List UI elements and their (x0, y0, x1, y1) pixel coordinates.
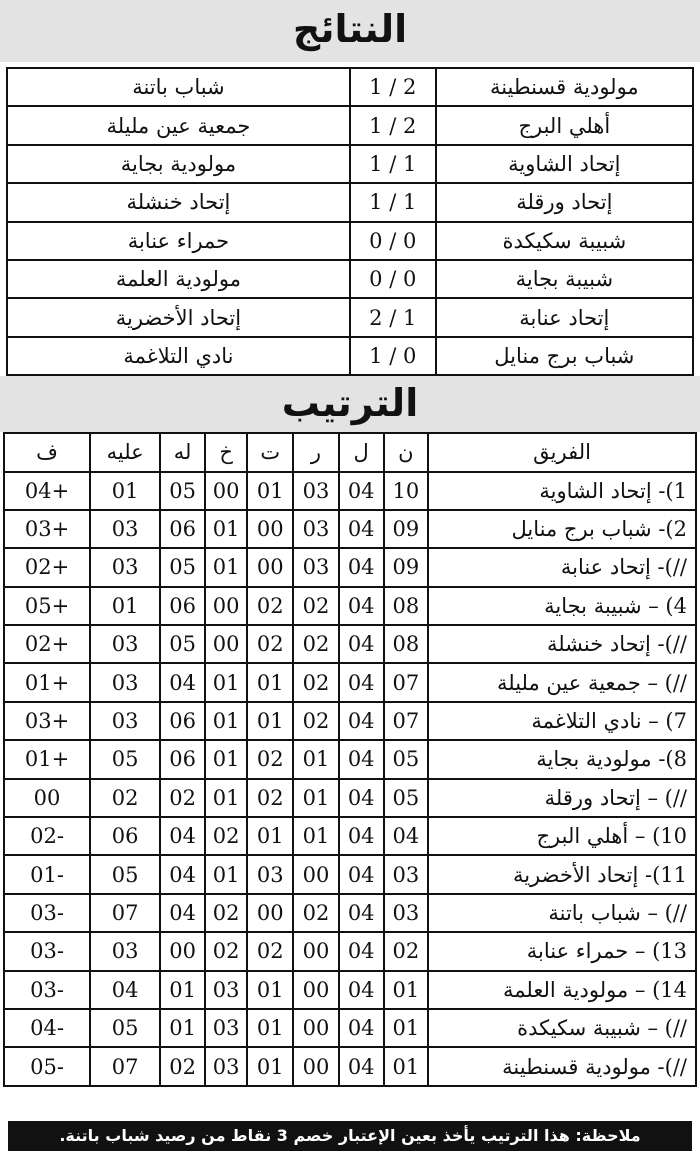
goal-diff: +01 (4, 740, 90, 778)
played: 04 (339, 587, 384, 625)
goals-for: 02 (160, 779, 205, 817)
losses: 01 (205, 740, 247, 778)
goals-for: 06 (160, 587, 205, 625)
points: 03 (384, 894, 429, 932)
points: 04 (384, 817, 429, 855)
wins: 00 (293, 971, 339, 1009)
goals-against: 03 (90, 548, 160, 586)
losses: 00 (205, 625, 247, 663)
points: 07 (384, 663, 429, 701)
standings-row (4, 894, 696, 932)
header-played: ل (339, 433, 384, 471)
standings-row (4, 548, 696, 586)
home-team: أهلي البرج (436, 106, 693, 144)
played: 04 (339, 740, 384, 778)
losses: 01 (205, 779, 247, 817)
goals-against: 02 (90, 779, 160, 817)
points: 10 (384, 472, 429, 510)
played: 04 (339, 817, 384, 855)
standings-row (4, 663, 696, 701)
goal-diff: +04 (4, 472, 90, 510)
standings-row (4, 625, 696, 663)
team-name: 8)- مولودية بجاية (428, 740, 696, 778)
points: 09 (384, 548, 429, 586)
goal-diff: +03 (4, 510, 90, 548)
standings-row (4, 510, 696, 548)
home-team: إتحاد ورقلة (436, 183, 693, 221)
standings-row (4, 1009, 696, 1047)
wins: 01 (293, 817, 339, 855)
goals-for: 01 (160, 1009, 205, 1047)
losses: 01 (205, 702, 247, 740)
points: 09 (384, 510, 429, 548)
draws: 02 (247, 740, 293, 778)
losses: 02 (205, 932, 247, 970)
match-score: 0 / 0 (350, 222, 436, 260)
goals-against: 01 (90, 587, 160, 625)
standings-note: ملاحظة: هذا الترتيب يأخذ بعين الإعتبار خصم 3 نقاط من رصيد شباب باتنة. (8, 1121, 692, 1151)
team-name: 7) – نادي التلاغمة (428, 702, 696, 740)
wins: 02 (293, 625, 339, 663)
standings-table (3, 432, 697, 1087)
points: 01 (384, 1009, 429, 1047)
draws: 01 (247, 472, 293, 510)
header-goal-diff: ف (4, 433, 90, 471)
draws: 01 (247, 1047, 293, 1085)
goals-for: 04 (160, 855, 205, 893)
played: 04 (339, 779, 384, 817)
away-team: إتحاد خنشلة (7, 183, 350, 221)
losses: 02 (205, 894, 247, 932)
draws: 02 (247, 625, 293, 663)
goals-for: 05 (160, 472, 205, 510)
team-name: 10) – أهلي البرج (428, 817, 696, 855)
wins: 01 (293, 779, 339, 817)
played: 04 (339, 1047, 384, 1085)
points: 07 (384, 702, 429, 740)
goals-against: 05 (90, 1009, 160, 1047)
played: 04 (339, 855, 384, 893)
home-team: شبيبة سكيكدة (436, 222, 693, 260)
goals-against: 06 (90, 817, 160, 855)
goals-against: 05 (90, 855, 160, 893)
away-team: إتحاد الأخضرية (7, 298, 350, 336)
result-row (7, 222, 693, 260)
home-team: إتحاد عنابة (436, 298, 693, 336)
away-team: حمراء عنابة (7, 222, 350, 260)
draws: 00 (247, 548, 293, 586)
goals-against: 05 (90, 740, 160, 778)
goal-diff: +05 (4, 587, 90, 625)
goals-for: 04 (160, 894, 205, 932)
draws: 01 (247, 817, 293, 855)
standings-row (4, 855, 696, 893)
goals-for: 01 (160, 971, 205, 1009)
result-row (7, 337, 693, 375)
match-score: 2 / 1 (350, 68, 436, 106)
goals-for: 04 (160, 817, 205, 855)
standings-row (4, 587, 696, 625)
played: 04 (339, 932, 384, 970)
away-team: مولودية العلمة (7, 260, 350, 298)
draws: 01 (247, 663, 293, 701)
wins: 03 (293, 548, 339, 586)
goals-for: 00 (160, 932, 205, 970)
home-team: شبيبة بجاية (436, 260, 693, 298)
played: 04 (339, 625, 384, 663)
standings-row (4, 932, 696, 970)
goal-diff: 00 (4, 779, 90, 817)
home-team: مولودية قسنطينة (436, 68, 693, 106)
losses: 01 (205, 663, 247, 701)
goal-diff: -03 (4, 932, 90, 970)
results-table (6, 67, 694, 376)
played: 04 (339, 971, 384, 1009)
draws: 02 (247, 587, 293, 625)
team-name: 2)- شباب برج منايل (428, 510, 696, 548)
goal-diff: +01 (4, 663, 90, 701)
losses: 03 (205, 1047, 247, 1085)
wins: 02 (293, 587, 339, 625)
away-team: مولودية بجاية (7, 145, 350, 183)
standings-header-row (4, 433, 696, 471)
draws: 01 (247, 702, 293, 740)
losses: 02 (205, 817, 247, 855)
standings-row (4, 779, 696, 817)
played: 04 (339, 510, 384, 548)
standings-row (4, 472, 696, 510)
standings-row (4, 971, 696, 1009)
goals-for: 02 (160, 1047, 205, 1085)
goals-for: 05 (160, 625, 205, 663)
goals-against: 03 (90, 625, 160, 663)
wins: 00 (293, 855, 339, 893)
played: 04 (339, 1009, 384, 1047)
points: 01 (384, 971, 429, 1009)
wins: 02 (293, 702, 339, 740)
home-team: شباب برج منايل (436, 337, 693, 375)
goals-against: 03 (90, 702, 160, 740)
header-wins: ر (293, 433, 339, 471)
goals-for: 04 (160, 663, 205, 701)
standings-row (4, 817, 696, 855)
header-points: ن (384, 433, 429, 471)
goals-against: 07 (90, 1047, 160, 1085)
home-team: إتحاد الشاوية (436, 145, 693, 183)
goal-diff: -03 (4, 971, 90, 1009)
goals-for: 06 (160, 702, 205, 740)
result-row (7, 298, 693, 336)
points: 01 (384, 1047, 429, 1085)
goals-against: 03 (90, 510, 160, 548)
losses: 00 (205, 472, 247, 510)
goals-for: 05 (160, 548, 205, 586)
header-team: الفريق (428, 433, 696, 471)
result-row (7, 260, 693, 298)
wins: 00 (293, 1047, 339, 1085)
goal-diff: -02 (4, 817, 90, 855)
points: 08 (384, 625, 429, 663)
played: 04 (339, 894, 384, 932)
played: 04 (339, 472, 384, 510)
wins: 00 (293, 932, 339, 970)
goal-diff: +03 (4, 702, 90, 740)
match-score: 1 / 1 (350, 183, 436, 221)
goals-for: 06 (160, 510, 205, 548)
points: 05 (384, 779, 429, 817)
goal-diff: -01 (4, 855, 90, 893)
team-name: 11)- إتحاد الأخضرية (428, 855, 696, 893)
team-name: //)- مولودية قسنطينة (428, 1047, 696, 1085)
result-row (7, 145, 693, 183)
points: 03 (384, 855, 429, 893)
away-team: شباب باتنة (7, 68, 350, 106)
draws: 02 (247, 932, 293, 970)
match-score: 1 / 1 (350, 145, 436, 183)
header-goals-for: له (160, 433, 205, 471)
losses: 01 (205, 510, 247, 548)
goal-diff: -03 (4, 894, 90, 932)
result-row (7, 183, 693, 221)
goals-against: 03 (90, 932, 160, 970)
team-name: //)- إتحاد عنابة (428, 548, 696, 586)
losses: 03 (205, 1009, 247, 1047)
losses: 03 (205, 971, 247, 1009)
losses: 00 (205, 587, 247, 625)
goals-against: 04 (90, 971, 160, 1009)
team-name: 1)- إتحاد الشاوية (428, 472, 696, 510)
draws: 00 (247, 510, 293, 548)
goals-against: 07 (90, 894, 160, 932)
goal-diff: -04 (4, 1009, 90, 1047)
header-draws: ت (247, 433, 293, 471)
wins: 03 (293, 510, 339, 548)
standings-row (4, 740, 696, 778)
wins: 02 (293, 894, 339, 932)
match-score: 2 / 1 (350, 106, 436, 144)
result-row (7, 68, 693, 106)
goal-diff: -05 (4, 1047, 90, 1085)
wins: 00 (293, 1009, 339, 1047)
away-team: نادي التلاغمة (7, 337, 350, 375)
goals-against: 01 (90, 472, 160, 510)
points: 08 (384, 587, 429, 625)
away-team: جمعية عين مليلة (7, 106, 350, 144)
match-score: 0 / 1 (350, 337, 436, 375)
team-name: 4) – شبيبة بجاية (428, 587, 696, 625)
standings-row (4, 702, 696, 740)
losses: 01 (205, 855, 247, 893)
goals-for: 06 (160, 740, 205, 778)
losses: 01 (205, 548, 247, 586)
standings-title: الترتيب (0, 376, 700, 432)
played: 04 (339, 663, 384, 701)
draws: 00 (247, 894, 293, 932)
team-name: //) – جمعية عين مليلة (428, 663, 696, 701)
header-losses: خ (205, 433, 247, 471)
goal-diff: +02 (4, 625, 90, 663)
team-name: 13) – حمراء عنابة (428, 932, 696, 970)
wins: 02 (293, 663, 339, 701)
standings-row (4, 1047, 696, 1085)
draws: 03 (247, 855, 293, 893)
played: 04 (339, 702, 384, 740)
draws: 01 (247, 971, 293, 1009)
header-goals-against: عليه (90, 433, 160, 471)
played: 04 (339, 548, 384, 586)
draws: 01 (247, 1009, 293, 1047)
match-score: 0 / 0 (350, 260, 436, 298)
team-name: //) – شباب باتنة (428, 894, 696, 932)
wins: 03 (293, 472, 339, 510)
match-score: 1 / 2 (350, 298, 436, 336)
points: 02 (384, 932, 429, 970)
goals-against: 03 (90, 663, 160, 701)
team-name: //) – إتحاد ورقلة (428, 779, 696, 817)
points: 05 (384, 740, 429, 778)
result-row (7, 106, 693, 144)
team-name: //) – شبيبة سكيكدة (428, 1009, 696, 1047)
draws: 02 (247, 779, 293, 817)
goal-diff: +02 (4, 548, 90, 586)
wins: 01 (293, 740, 339, 778)
team-name: 14) – مولودية العلمة (428, 971, 696, 1009)
team-name: //)- إتحاد خنشلة (428, 625, 696, 663)
results-title: النتائج (0, 0, 700, 62)
